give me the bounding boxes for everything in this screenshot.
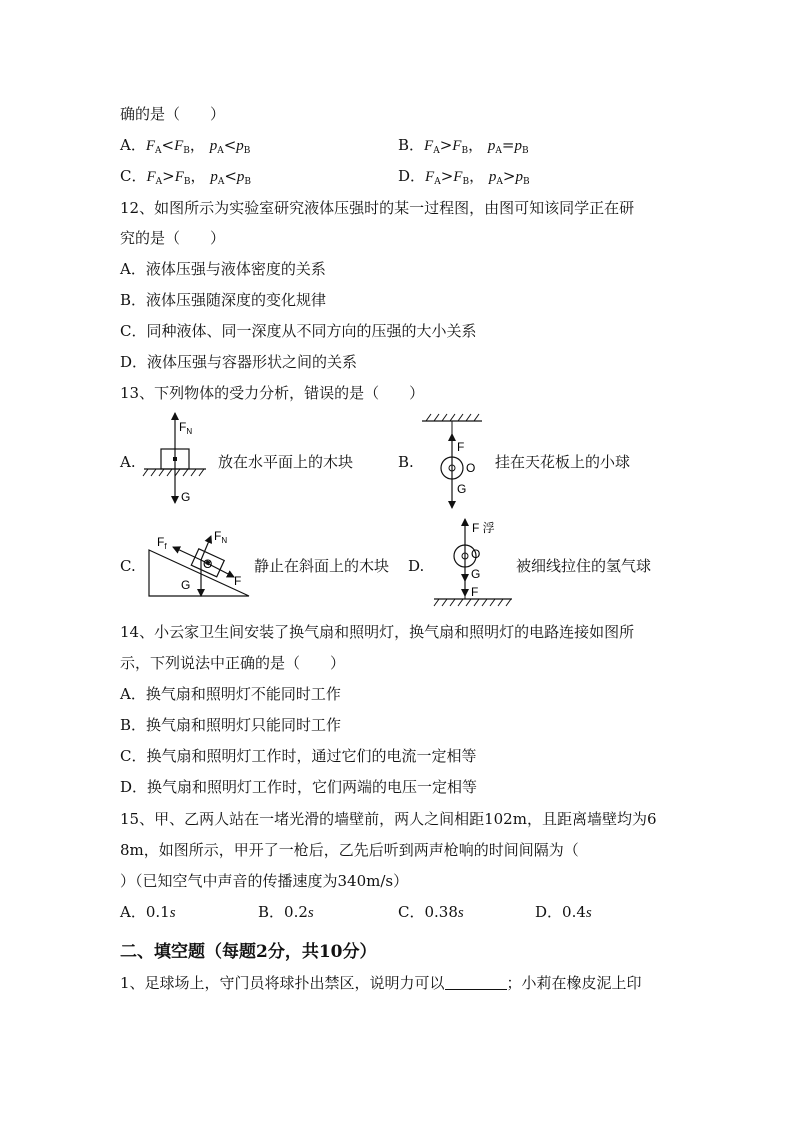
q15-option-b: B．0.2s	[258, 903, 314, 921]
q11-option-a: A．$F_A<F_B$， $p_A<p_B$	[120, 136, 251, 156]
q15-option-c: C．0.38s	[398, 903, 464, 921]
q15-option-d: D．0.4s	[535, 903, 592, 921]
q11-option-c: C．$F_A>F_B$， $p_A<p_B$	[120, 167, 252, 187]
q15-option-a: A．0.1s	[120, 903, 176, 921]
q12-option-c: C．同种液体、同一深度从不同方向的压强的大小关系	[120, 322, 477, 340]
q11-option-b: B．$F_A>F_B$， $p_A=p_B$	[398, 136, 529, 156]
normal-force-label: $F_N$	[179, 420, 193, 436]
q14-option-b: B．换气扇和照明灯只能同时工作	[120, 716, 342, 734]
gravity-label: G	[181, 578, 191, 592]
q15-stem-line2: 8m，如图所示，甲开了一枪后，乙先后听到两声枪响的时间间隔为（	[120, 841, 579, 859]
q12-option-d: D．液体压强与容器形状之间的关系	[120, 353, 358, 371]
q14-stem-line1: 14、小云家卫生间安装了换气扇和照明灯，换气扇和照明灯的电路连接如图所	[120, 623, 635, 641]
section2-q1: 1、足球场上，守门员将球扑出禁区，说明力可以 ；小莉在橡皮泥上印	[120, 974, 642, 992]
q14-stem-line2: 示，下列说法中正确的是（ ）	[120, 654, 346, 672]
q12-stem-line1: 12、如图所示为实验室研究液体压强时的某一过程图，由图可知该同学正在研	[120, 199, 635, 217]
q13-option-d-caption: 被细线拉住的氢气球	[516, 557, 652, 575]
q13-option-a-caption: 放在水平面上的木块	[218, 453, 354, 471]
q13-option-c-letter: C.	[120, 557, 136, 575]
gravity-label: G	[181, 490, 191, 504]
buoyancy-label: F 浮	[472, 521, 495, 535]
q14-option-c: C．换气扇和照明灯工作时，通过它们的电流一定相等	[120, 747, 477, 765]
q13-option-b-letter: B.	[398, 453, 414, 471]
floor-hatching	[143, 469, 204, 476]
q11-option-d: D．$F_A>F_B$， $p_A>p_B$	[398, 167, 530, 187]
normal-force-label: $F_N$	[214, 529, 228, 545]
gravity-label: G	[457, 482, 467, 496]
center-label: O	[203, 557, 213, 571]
gravity-label: G	[471, 567, 481, 581]
q15-stem-line1: 15、甲、乙两人站在一堵光滑的墙壁前，两人之间相距102m，且距离墙壁均为6	[120, 810, 657, 828]
q14-option-a: A．换气扇和照明灯不能同时工作	[120, 685, 341, 703]
q13-option-b-caption: 挂在天花板上的小球	[495, 453, 631, 471]
force-f-label: F	[234, 574, 242, 588]
q12-option-b: B．液体压强随深度的变化规律	[120, 291, 327, 309]
diagram-hydrogen-balloon	[432, 515, 514, 607]
diagram-hanging-ball	[418, 412, 490, 512]
ground-hatching	[434, 599, 511, 606]
section-heading-fill-in: 二、填空题（每题2分，共10分）	[120, 942, 377, 962]
diagram-block-on-floor	[140, 405, 220, 507]
q13-option-a-letter: A.	[120, 453, 136, 471]
friction-label: $F_f$	[157, 535, 167, 551]
center-label: O	[471, 547, 481, 561]
tension-label: F	[457, 440, 465, 454]
answer-blank[interactable]	[445, 975, 507, 990]
diagram-block-on-incline	[143, 522, 255, 600]
tension-label: F	[471, 585, 479, 599]
q13-option-d-letter: D.	[408, 557, 425, 575]
q14-option-d: D．换气扇和照明灯工作时，它们两端的电压一定相等	[120, 778, 478, 796]
incline-triangle	[149, 550, 249, 596]
q12-stem-line2: 究的是（ ）	[120, 229, 226, 247]
center-label: O	[466, 461, 476, 475]
q13-stem: 13、下列物体的受力分析，错误的是（ ）	[120, 384, 425, 402]
q11-stem-continuation: 确的是（ ）	[120, 105, 226, 123]
q13-option-c-caption: 静止在斜面上的木块	[254, 557, 390, 575]
q12-option-a: A．液体压强与液体密度的关系	[120, 260, 326, 278]
q15-stem-line3: ）（已知空气中声音的传播速度为340m/s）	[120, 872, 409, 890]
ceiling-hatching	[426, 414, 479, 421]
